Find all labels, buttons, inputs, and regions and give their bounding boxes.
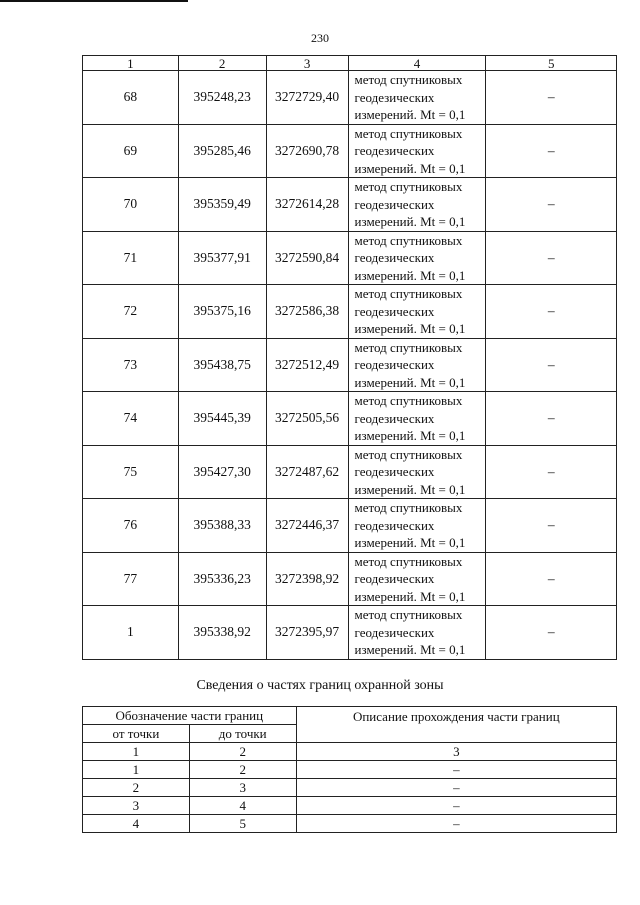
parts-number-row bbox=[83, 743, 617, 761]
header-to-point: до точки bbox=[189, 725, 296, 743]
method-line: измерений. Mt = 0,1 bbox=[354, 160, 466, 176]
method-line: измерений. Mt = 0,1 bbox=[354, 267, 466, 283]
x-coordinate: 395338,92 bbox=[178, 606, 266, 660]
part-description: – bbox=[296, 761, 616, 779]
y-coordinate: 3272590,84 bbox=[266, 231, 348, 285]
column-header: 4 bbox=[348, 56, 486, 71]
method-line: метод спутниковых bbox=[354, 232, 463, 248]
y-coordinate: 3272446,37 bbox=[266, 499, 348, 553]
header-boundary-designation: Обозначение части границ bbox=[83, 707, 297, 725]
note: – bbox=[486, 285, 617, 339]
page-number: 230 bbox=[311, 31, 329, 45]
method-line: метод спутниковых bbox=[354, 339, 463, 355]
method-line: метод спутниковых bbox=[354, 179, 463, 194]
column-header: 3 bbox=[266, 56, 348, 71]
x-coordinate: 395388,33 bbox=[178, 499, 266, 553]
from-point: 2 bbox=[83, 779, 190, 797]
table-row bbox=[83, 285, 617, 339]
method-description bbox=[348, 124, 486, 178]
method-line: метод спутниковых bbox=[354, 286, 463, 301]
table-row bbox=[83, 606, 617, 660]
x-coordinate: 395248,23 bbox=[178, 71, 266, 125]
method-line: метод спутниковых bbox=[354, 446, 463, 462]
table-row bbox=[83, 231, 617, 285]
method-line: геодезических bbox=[354, 517, 435, 533]
note: – bbox=[486, 552, 617, 606]
column-number: 1 bbox=[83, 743, 190, 761]
note: – bbox=[486, 231, 617, 285]
method-line: измерений. Mt = 0,1 bbox=[354, 428, 466, 443]
table-row bbox=[83, 552, 617, 606]
column-header: 5 bbox=[486, 56, 617, 71]
x-coordinate: 395438,75 bbox=[178, 338, 266, 392]
point-number: 72 bbox=[83, 285, 179, 339]
from-point: 4 bbox=[83, 815, 190, 833]
column-header: 1 bbox=[83, 56, 179, 71]
part-description: – bbox=[296, 779, 616, 797]
method-description bbox=[348, 392, 486, 446]
method-line: геодезических bbox=[354, 571, 435, 586]
table-row bbox=[83, 338, 617, 392]
y-coordinate: 3272690,78 bbox=[266, 124, 348, 178]
x-coordinate: 395445,39 bbox=[178, 392, 266, 446]
table-row bbox=[83, 392, 617, 446]
method-line: геодезических bbox=[354, 89, 435, 105]
method-line: измерений. Mt = 0,1 bbox=[354, 374, 466, 390]
method-description bbox=[348, 338, 486, 392]
x-coordinate: 395375,16 bbox=[178, 285, 266, 339]
note: – bbox=[486, 124, 617, 178]
note: – bbox=[486, 499, 617, 553]
method-description bbox=[348, 499, 486, 553]
note: – bbox=[486, 392, 617, 446]
table-row bbox=[83, 178, 617, 232]
x-coordinate: 395285,46 bbox=[178, 124, 266, 178]
method-line: метод спутниковых bbox=[354, 72, 463, 87]
method-line: метод спутниковых bbox=[354, 125, 463, 141]
part-description: – bbox=[296, 797, 616, 815]
method-line: измерений. Mt = 0,1 bbox=[354, 107, 466, 122]
y-coordinate: 3272614,28 bbox=[266, 178, 348, 232]
note: – bbox=[486, 606, 617, 660]
coordinates-table bbox=[82, 55, 617, 660]
parts-row bbox=[83, 779, 617, 797]
to-point: 4 bbox=[189, 797, 296, 815]
note: – bbox=[486, 338, 617, 392]
note: – bbox=[486, 178, 617, 232]
method-line: метод спутниковых bbox=[354, 500, 463, 515]
to-point: 5 bbox=[189, 815, 296, 833]
method-line: геодезических bbox=[354, 303, 435, 319]
parts-header-row bbox=[83, 707, 617, 725]
x-coordinate: 395427,30 bbox=[178, 445, 266, 499]
parts-row bbox=[83, 797, 617, 815]
y-coordinate: 3272398,92 bbox=[266, 552, 348, 606]
method-line: геодезических bbox=[354, 624, 435, 640]
method-line: геодезических bbox=[354, 250, 435, 265]
method-description bbox=[348, 445, 486, 499]
method-description bbox=[348, 606, 486, 660]
from-point: 3 bbox=[83, 797, 190, 815]
table-row bbox=[83, 499, 617, 553]
parts-row bbox=[83, 815, 617, 833]
column-header: 2 bbox=[178, 56, 266, 71]
method-line: геодезических bbox=[354, 357, 435, 372]
method-line: измерений. Mt = 0,1 bbox=[354, 214, 466, 229]
table-row bbox=[83, 124, 617, 178]
method-description bbox=[348, 178, 486, 232]
point-number: 74 bbox=[83, 392, 179, 446]
method-line: измерений. Mt = 0,1 bbox=[354, 481, 466, 497]
y-coordinate: 3272512,49 bbox=[266, 338, 348, 392]
method-description bbox=[348, 552, 486, 606]
table-row bbox=[83, 445, 617, 499]
method-description bbox=[348, 231, 486, 285]
method-description bbox=[348, 285, 486, 339]
from-point: 1 bbox=[83, 761, 190, 779]
column-number: 3 bbox=[296, 743, 616, 761]
boundary-parts-table bbox=[82, 706, 617, 833]
to-point: 3 bbox=[189, 779, 296, 797]
point-number: 69 bbox=[83, 124, 179, 178]
method-line: метод спутниковых bbox=[354, 553, 463, 569]
header-from-point: от точки bbox=[83, 725, 190, 743]
method-line: метод спутниковых bbox=[354, 393, 463, 408]
method-line: геодезических bbox=[354, 196, 435, 212]
method-line: измерений. Mt = 0,1 bbox=[354, 642, 466, 657]
parts-row bbox=[83, 761, 617, 779]
point-number: 71 bbox=[83, 231, 179, 285]
method-line: геодезических bbox=[354, 464, 435, 479]
x-coordinate: 395359,49 bbox=[178, 178, 266, 232]
method-description bbox=[348, 71, 486, 125]
method-line: измерений. Mt = 0,1 bbox=[354, 588, 466, 604]
y-coordinate: 3272395,97 bbox=[266, 606, 348, 660]
table-header-row bbox=[83, 56, 617, 71]
y-coordinate: 3272505,56 bbox=[266, 392, 348, 446]
point-number: 68 bbox=[83, 71, 179, 125]
point-number: 77 bbox=[83, 552, 179, 606]
y-coordinate: 3272729,40 bbox=[266, 71, 348, 125]
y-coordinate: 3272487,62 bbox=[266, 445, 348, 499]
note: – bbox=[486, 445, 617, 499]
column-number: 2 bbox=[189, 743, 296, 761]
x-coordinate: 395377,91 bbox=[178, 231, 266, 285]
section-title: Сведения о частях границ охранной зоны bbox=[196, 678, 444, 693]
point-number: 70 bbox=[83, 178, 179, 232]
point-number: 75 bbox=[83, 445, 179, 499]
method-line: геодезических bbox=[354, 143, 435, 158]
note: – bbox=[486, 71, 617, 125]
header-boundary-description: Описание прохождения части границ bbox=[296, 707, 616, 743]
to-point: 2 bbox=[189, 761, 296, 779]
part-description: – bbox=[296, 815, 616, 833]
point-number: 73 bbox=[83, 338, 179, 392]
method-line: метод спутниковых bbox=[354, 607, 463, 622]
method-line: измерений. Mt = 0,1 bbox=[354, 535, 466, 550]
x-coordinate: 395336,23 bbox=[178, 552, 266, 606]
method-line: геодезических bbox=[354, 410, 435, 426]
y-coordinate: 3272586,38 bbox=[266, 285, 348, 339]
method-line: измерений. Mt = 0,1 bbox=[354, 321, 466, 336]
table-row bbox=[83, 71, 617, 125]
point-number: 76 bbox=[83, 499, 179, 553]
point-number: 1 bbox=[83, 606, 179, 660]
top-rule bbox=[0, 0, 188, 2]
